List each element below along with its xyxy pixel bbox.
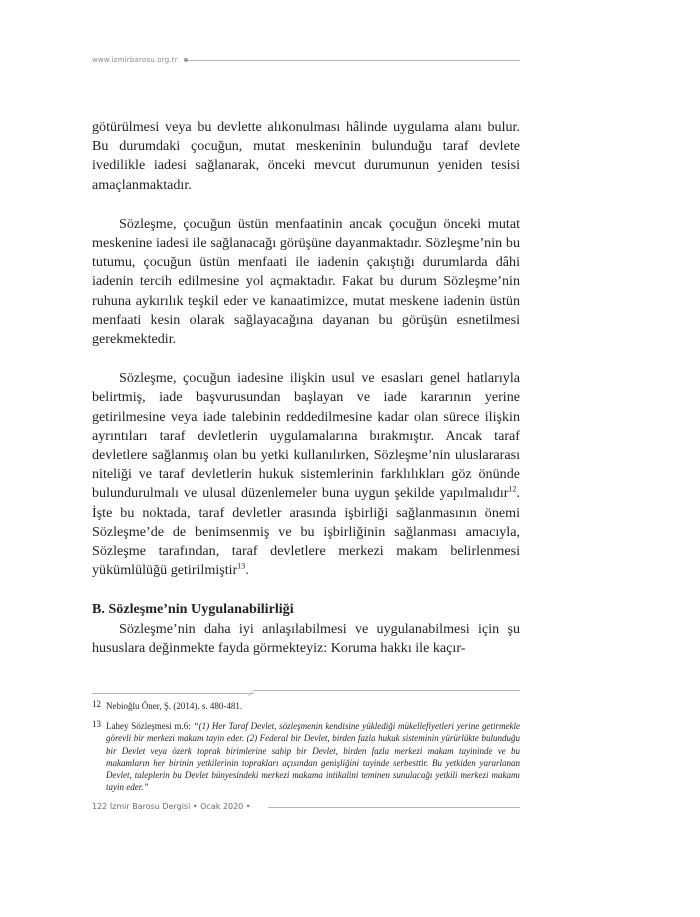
section-heading: B. Sözleşme’nin Uygulanabilirliği xyxy=(92,601,294,618)
footnote-13 xyxy=(92,720,520,793)
footnotes xyxy=(92,700,520,793)
paragraph-4: Sözleşme’nin daha iyi anlaşılabilmesi ve uygulanabilmesi için şu hususlara değinmekte fayda görmekteyiz: Koruma hakkı ile kaçır- xyxy=(92,620,520,656)
paragraph-3-text-a: Sözleşme, çocuğun iadesine ilişkin usul ve esasları genel hatlarıyla belirtmiş, iade başvurusundan başlayan ve iade kararının yerine getirilmesine veya iade talebinin reddedilmesine kadar olan sürece ilişkin ayrıntıları taraf devletlerin uygulamalarına bırakmıştır. Ancak taraf devletlere sağlanmış olan bu yetki kullanılırken, Sözleşme’nin uluslararası niteliği ve taraf devletlerin hukuk sistemlerinin farklılıkları göz önünde bulundurulmalı ve ulusal düzenlemeler buna uygun şekilde yapılmalıdır xyxy=(92,370,520,502)
paragraph-2: Sözleşme, çocuğun üstün menfaatinin ancak çocuğun önceki mutat meskenine iadesi ile sağlanacağı görüşüne dayanmaktadır. Sözleşme’nin bu tutumu, çocuğun üstün menfaati ile iadenin çakıştığı durumlarda dâhi iadenin tercih edilmesine yol açmaktadır. Fakat bu durum Sözleşme’nin ruhuna aykırılık teşkil eder ve kanaatimizce, mutat meskene iadenin üstün menfaati kesin olarak sağlayacağına dayanan bu görüşün esnetilmesi gerekmektedir. xyxy=(92,215,520,348)
paragraph-3-end: . xyxy=(245,562,249,579)
footnote-text xyxy=(92,720,520,793)
footnote-ref-13[interactable]: 13 xyxy=(237,561,246,571)
footnote-ref-12[interactable]: 12 xyxy=(508,484,517,494)
footnote-12 xyxy=(92,700,520,712)
footer-page-info: 122 İzmir Barosu Dergisi • Ocak 2020 • xyxy=(92,802,251,811)
paragraph-1: götürülmesi veya bu devlette alıkonulması hâlinde uygulama alanı bulur. Bu durumdaki çocuğun, mutat meskeninin bulunduğu taraf devlete ivedilikle iadesi sağlanarak, önceki mevcut durumunun yeniden tesisi amaçlanmaktadır. xyxy=(92,119,520,193)
footer-rule xyxy=(268,807,520,808)
footnote-number: 12 xyxy=(92,699,101,709)
footnote-separator xyxy=(92,690,520,698)
footnote-quote: “(1) Her Taraf Devlet, sözleşmenin kendisine yüklediği mükellefiyetleri yerine getirmekle görevli bir merkezi makam tayin eder. (2) Federal bir Devlet, birden fazla hukuk sisteminin yürürlükte bulunduğu bir Devlet veya özerk toprak birimlerine sahip bir Devlet, birden fazla merkezi makam tayininde ve bu makamların her birinin yetkilerinin toprakları açısından genişliğini tayinde serbesttir. Bu yetkiden yararlanan Devlet, taleplerin bu Devlet bünyesindeki merkezi makama intikalini teminen sunulacağı yetkili merkezi makamı tayin eder.” xyxy=(106,721,520,793)
footnote-separator-left xyxy=(92,693,254,694)
footnote-text: Nebioğlu Öner, Ş. (2014). s. 480-481. xyxy=(106,701,243,711)
footnote-separator-right xyxy=(264,690,520,691)
footnote-lead: Lahey Sözleşmesi m.6: xyxy=(106,721,194,732)
header-rule xyxy=(188,60,520,61)
page-header xyxy=(92,54,520,66)
header-url: www.izmirbarosu.org.tr xyxy=(92,56,178,64)
footnote-separator-notch xyxy=(248,690,265,696)
paragraph-3 xyxy=(92,369,520,580)
page-footer xyxy=(92,801,520,813)
paragraph-3-text-b: . İşte bu noktada, taraf devletler arasında işbirliği sağlanmasının önemi Sözleşme’de de benimsenmiş ve bu işbirliğinin sağlanması amacıyla, Sözleşme tarafından, taraf devletlere merkezi makam belirlenmesi yükümlülüğü getirilmiştir xyxy=(92,485,520,579)
footnote-number: 13 xyxy=(92,719,101,730)
main-text xyxy=(92,118,520,658)
